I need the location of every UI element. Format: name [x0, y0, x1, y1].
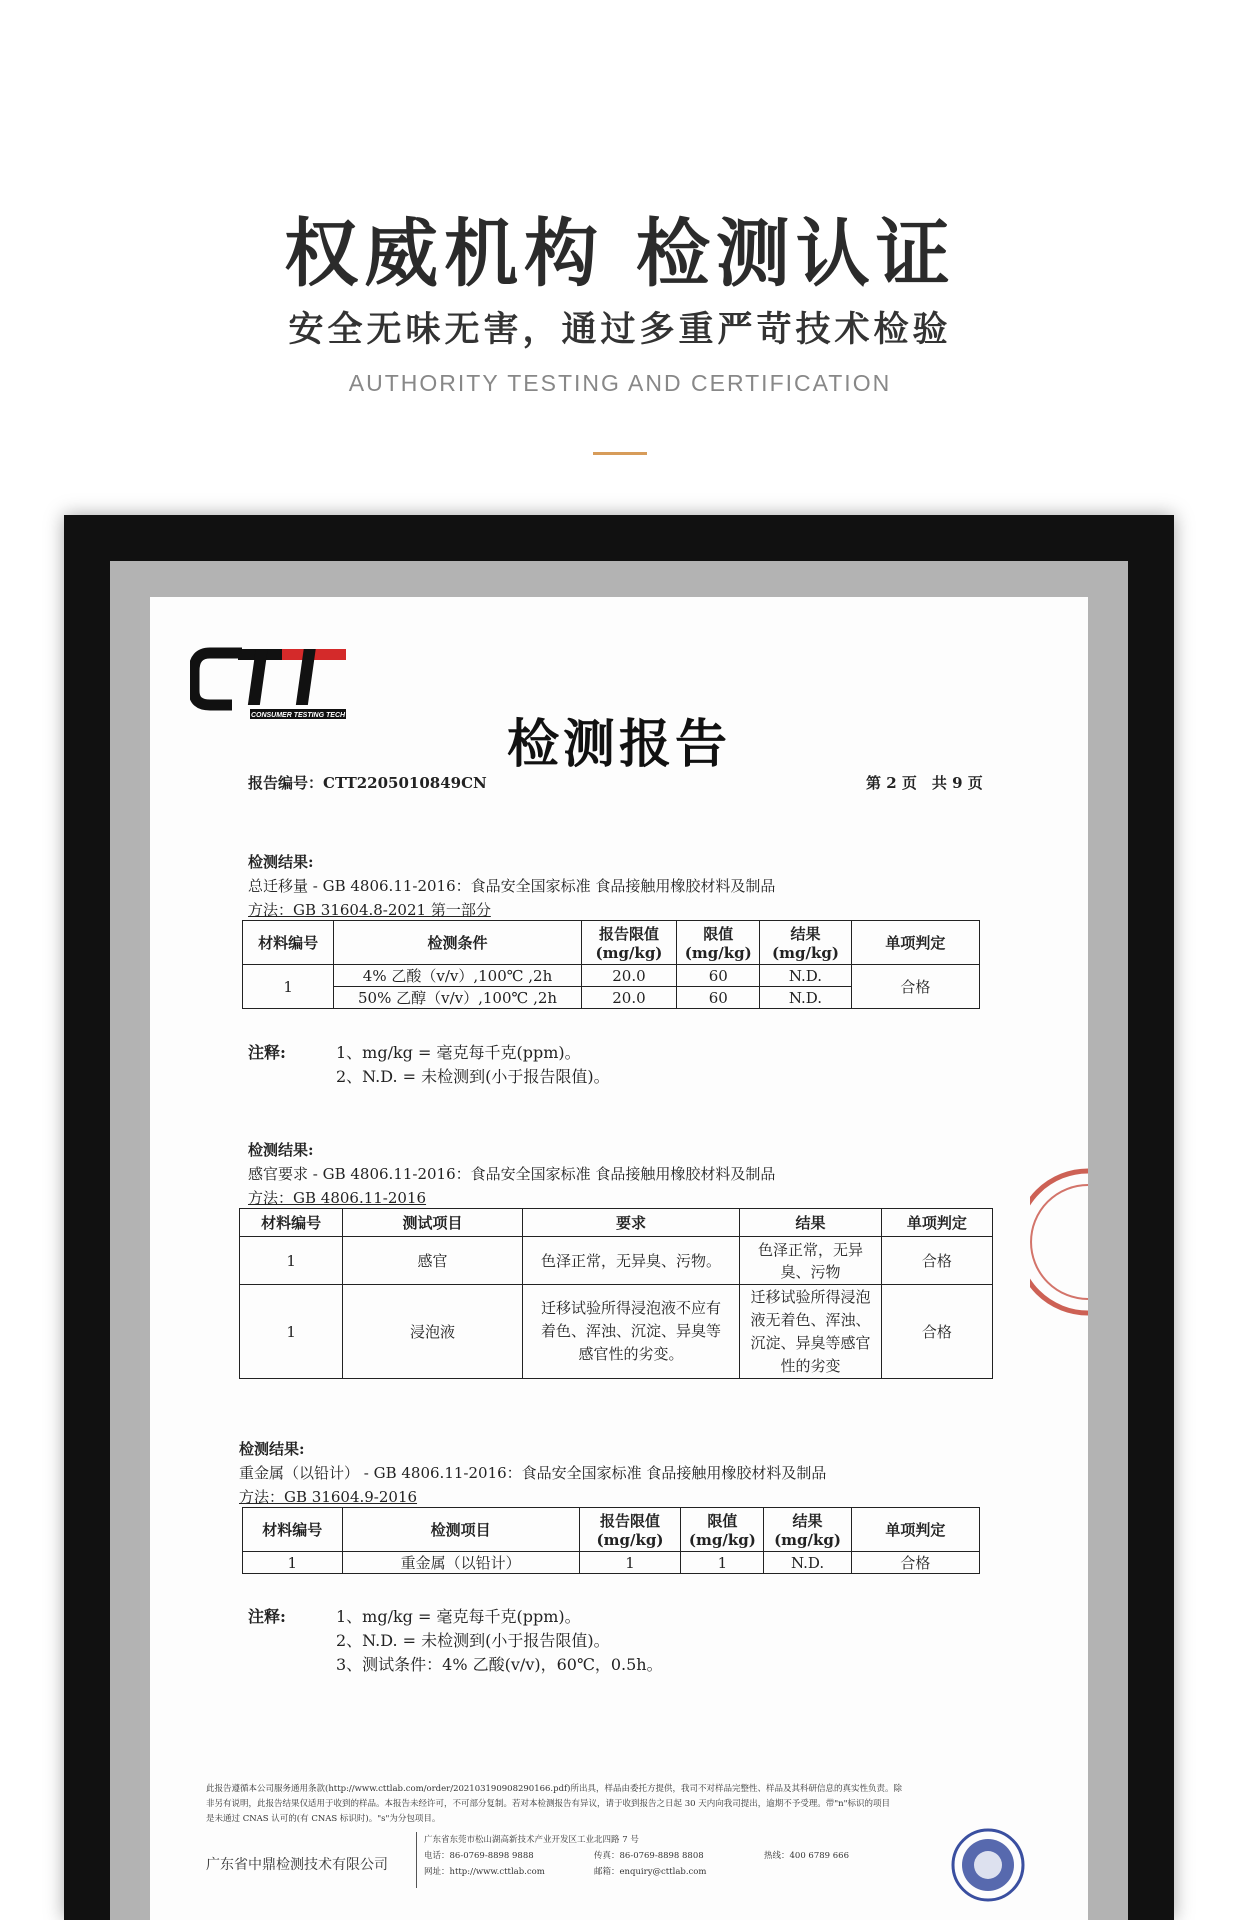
disclaimer-line: 此报告遵循本公司服务通用条款(http://www.cttlab.com/order/20210319090829016​6.pdf)所出具，样品由委托方提供，我司不对样品完整性、样品及其科研信息的真实性负责。除: [206, 1784, 902, 1794]
cell-limit: 60: [677, 987, 760, 1009]
heavy-metal-table: [242, 1507, 980, 1574]
company-fax: 传真：86-0769-8898 8808: [594, 1851, 704, 1861]
cell-material-no: 1: [240, 1237, 343, 1285]
accent-divider: [593, 452, 647, 455]
note-item: 2、N.D. = 未检测到(小于报告限值)。: [336, 1631, 610, 1650]
th-requirement: 要求: [522, 1209, 740, 1237]
hero-subtitle: 安全无味无害，通过多重严苛技术检验: [288, 310, 952, 350]
section-3-header: [239, 1437, 826, 1509]
section-2-method: 方法：GB 4806.11-2016: [248, 1189, 427, 1207]
hero-title: 权威机构 检测认证: [284, 211, 956, 297]
footer-divider: [416, 1832, 417, 1888]
cell-verdict: 合格: [851, 965, 979, 1009]
th-test-item: 检测项目: [342, 1508, 579, 1552]
cell-condition: 50% 乙醇（v/v）,100℃ ,2h: [334, 987, 581, 1009]
sensory-table: [239, 1208, 993, 1379]
section-1-header: [248, 850, 775, 922]
cell-material-no: 1: [243, 965, 334, 1009]
contact-block: [424, 1832, 849, 1880]
section-1-standard: 总迁移量 - GB 4806.11-2016：食品安全国家标准 食品接触用橡胶材料及制品: [248, 877, 776, 895]
cell-condition: 4% 乙酸（v/v）,100℃ ,2h: [334, 965, 581, 987]
section-1-method: 方法：GB 31604.8-2021 第一部分: [248, 901, 491, 919]
disclaimer-line: 是未通过 CNAS 认可的(有 CNAS 标识时)。"s"为分包项目。: [206, 1814, 441, 1824]
report-number: 报告编号：CTT2205010849CN: [248, 774, 487, 792]
report-title: 检测报告: [506, 714, 731, 775]
total-migration-table: [242, 920, 980, 1009]
cell-result: 色泽正常，无异臭、污物: [740, 1237, 881, 1285]
th-material-no: 材料编号: [243, 921, 334, 965]
cell-test-item: 感官: [343, 1237, 522, 1285]
th-material-no: 材料编号: [243, 1508, 343, 1552]
th-test-item: 测试项目: [343, 1209, 522, 1237]
th-result: 结果: [740, 1209, 881, 1237]
cell-result: N.D.: [760, 965, 851, 987]
logo-tagline: CONSUMER TESTING TECH: [250, 712, 346, 719]
footer-contact: [206, 1832, 1036, 1892]
note-item: 1、mg/kg = 毫克每千克(ppm)。: [336, 1043, 581, 1062]
cell-requirement: 色泽正常，无异臭、污物。: [522, 1237, 740, 1285]
th-material-no: 材料编号: [240, 1209, 343, 1237]
note-item: 2、N.D. = 未检测到(小于报告限值)。: [336, 1067, 610, 1086]
th-limit: 限值 (mg/kg): [677, 921, 760, 965]
red-official-stamp-icon: [1030, 1167, 1088, 1317]
table-row: [243, 965, 980, 987]
cell-material-no: 1: [243, 1552, 343, 1574]
section-3-standard: 重金属（以铅计） - GB 4806.11-2016：食品安全国家标准 食品接触用橡胶材料及制品: [239, 1464, 827, 1482]
test-report-document: [150, 597, 1088, 1920]
th-limit: 限值 (mg/kg): [681, 1508, 764, 1552]
th-verdict: 单项判定: [851, 1508, 979, 1552]
notes-1-label: 注释:: [248, 1043, 286, 1062]
th-test-condition: 检测条件: [334, 921, 581, 965]
company-name: 广东省中鼎检测技术有限公司: [206, 1857, 388, 1873]
cell-limit: 60: [677, 965, 760, 987]
section-2-standard: 感官要求 - GB 4806.11-2016：食品安全国家标准 食品接触用橡胶材料及制品: [248, 1165, 776, 1183]
cell-verdict: 合格: [851, 1552, 979, 1574]
cell-result: 迁移试验所得浸泡液无着色、浑浊、沉淀、异臭等感官性的劣变: [740, 1285, 881, 1379]
th-result: 结果 (mg/kg): [764, 1508, 851, 1552]
section-3-heading: 检测结果:: [239, 1440, 305, 1458]
table-row: [243, 1552, 980, 1574]
cell-limit: 1: [681, 1552, 764, 1574]
th-result: 结果 (mg/kg): [760, 921, 851, 965]
cell-test-item: 重金属（以铅计）: [342, 1552, 579, 1574]
hero-english-subtitle: AUTHORITY TESTING AND CERTIFICATION: [348, 370, 892, 396]
cell-result: N.D.: [760, 987, 851, 1009]
page-indicator: 第 2 页 共 9 页: [866, 774, 983, 792]
cell-requirement: 迁移试验所得浸泡液不应有着色、浑浊、沉淀、异臭等感官性的劣变。: [522, 1285, 740, 1379]
th-verdict: 单项判定: [851, 921, 979, 965]
cell-report-limit: 20.0: [581, 965, 676, 987]
cell-result: N.D.: [764, 1552, 851, 1574]
section-2-header: [248, 1138, 775, 1210]
notes-2-items: [336, 1605, 663, 1677]
cell-report-limit: 1: [579, 1552, 681, 1574]
section-1-heading: 检测结果:: [248, 853, 314, 871]
cell-test-item: 浸泡液: [343, 1285, 522, 1379]
hero-section: [0, 0, 1240, 500]
notes-1-items: [336, 1041, 610, 1089]
company-address: 广东省东莞市松山湖高新技术产业开发区工业北四路 7 号: [424, 1835, 639, 1845]
notes-2-label: 注释:: [248, 1607, 286, 1626]
th-report-limit: 报告限值 (mg/kg): [579, 1508, 681, 1552]
cell-verdict: 合格: [881, 1237, 992, 1285]
cell-verdict: 合格: [881, 1285, 992, 1379]
cell-report-limit: 20.0: [581, 987, 676, 1009]
notes-2: [248, 1605, 286, 1629]
th-report-limit: 报告限值 (mg/kg): [581, 921, 676, 965]
section-3-method: 方法：GB 31604.9-2016: [239, 1488, 418, 1506]
notes-1: [248, 1041, 286, 1065]
table-row: [240, 1237, 993, 1285]
note-item: 3、测试条件：4% 乙酸(v/v)，60℃，0.5h。: [336, 1655, 663, 1674]
th-verdict: 单项判定: [881, 1209, 992, 1237]
section-2-heading: 检测结果:: [248, 1141, 314, 1159]
table-row: [240, 1285, 993, 1379]
cnas-seal-icon: [950, 1827, 1026, 1903]
company-email: 邮箱：enquiry@cttlab.com: [594, 1867, 707, 1877]
company-tel: 电话：86-0769-8898 9888: [424, 1851, 534, 1861]
footer-disclaimer: [206, 1782, 1036, 1827]
disclaimer-line: 非另有说明，此报告结果仅适用于收到的样品。本报告未经许可，不可部分复制。若对本检测报告有异议，请于收到报告之日起 30 天内向我司提出，逾期不予受理。带"n"标识的项目: [206, 1799, 891, 1809]
cell-material-no: 1: [240, 1285, 343, 1379]
company-hotline: 热线：400 6789 666: [764, 1851, 849, 1861]
company-website: 网址：http://www.cttlab.com: [424, 1867, 545, 1877]
note-item: 1、mg/kg = 毫克每千克(ppm)。: [336, 1607, 581, 1626]
